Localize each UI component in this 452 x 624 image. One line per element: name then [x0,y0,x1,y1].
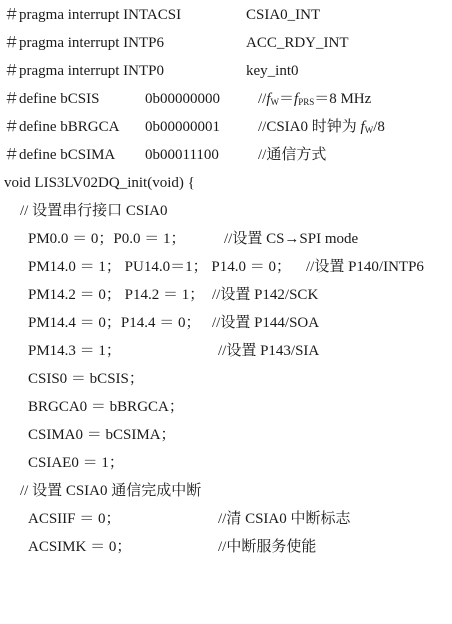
define-name: ＃define bCSIMA [4,147,116,163]
code-statement: ACSIMK ＝ 0； [28,539,132,555]
code-line-20 [0,536,317,558]
code-line-1 [0,4,321,26]
code-line-4 [0,88,372,110]
code-comment: //设置 P140/INTP6 [306,259,424,275]
code-comment: $//f_W=f_{PRS}=8$ MHz [258,91,372,107]
code-line-8 [0,200,168,222]
code-line-18 [0,480,202,502]
function-signature: void LIS3LV02DQ_init(void) { [4,175,195,191]
code-line-17 [0,452,124,474]
code-line-3 [0,60,299,82]
code-line-19 [0,508,351,530]
code-line-5 [0,116,385,138]
code-comment: //设置 P142/SCK [212,287,319,303]
code-comment: //设置 P144/SOA [212,315,320,331]
code-statement: CSIMA0 ＝ bCSIMA； [28,427,176,443]
code-line-16 [0,424,176,446]
code-statement: PM14.0 ＝ 1； PU14.0＝1； P14.0 ＝ 0； [28,259,291,275]
code-statement: PM14.4 ＝ 0；P14.4 ＝ 0； [28,315,201,331]
code-comment: //设置 P143/SIA [218,343,320,359]
code-line-14 [0,368,144,390]
code-statement: ACSIIF ＝ 0； [28,511,121,527]
pragma-handler: key_int0 [246,63,299,79]
code-comment: // 设置串行接口 CSIA0 [20,203,168,219]
code-statement: BRGCA0 ＝ bBRGCA； [28,399,184,415]
define-value: 0b00000001 [145,119,220,135]
code-comment: //通信方式 [258,147,327,163]
pragma-handler: ACC_RDY_INT [246,35,349,51]
code-line-9 [0,228,359,250]
code-line-15 [0,396,184,418]
pragma-directive: ＃pragma interrupt INTACSI [4,7,182,23]
code-line-12 [0,312,320,334]
code-line-13 [0,340,320,362]
code-comment: //中断服务使能 [218,539,317,555]
code-statement: PM14.3 ＝ 1； [28,343,121,359]
code-statement: CSIS0 ＝ bCSIS； [28,371,144,387]
define-value: 0b00011100 [145,147,219,163]
code-line-11 [0,284,319,306]
code-statement: PM14.2 ＝ 0； P14.2 ＝ 1； [28,287,205,303]
define-name: ＃define bCSIS [4,91,100,107]
code-line-7 [0,172,195,194]
pragma-directive: ＃pragma interrupt INTP6 [4,35,164,51]
code-line-10 [0,256,424,278]
define-name: ＃define bBRGCA [4,119,120,135]
code-comment: // 设置 CSIA0 通信完成中断 [20,483,202,499]
code-line-6 [0,144,327,166]
define-value: 0b00000000 [145,91,220,107]
code-line-2 [0,32,349,54]
pragma-directive: ＃pragma interrupt INTP0 [4,63,164,79]
code-statement: CSIAE0 ＝ 1； [28,455,124,471]
code-statement: PM0.0 ＝ 0；P0.0 ＝ 1； [28,231,186,247]
pragma-handler: CSIA0_INT [246,7,321,23]
code-comment: //设置 CS→SPI mode [224,231,359,247]
code-comment: //清 CSIA0 中断标志 [218,511,351,527]
code-comment: //CSIA0 时钟为 $f_W/8$ [258,119,385,135]
